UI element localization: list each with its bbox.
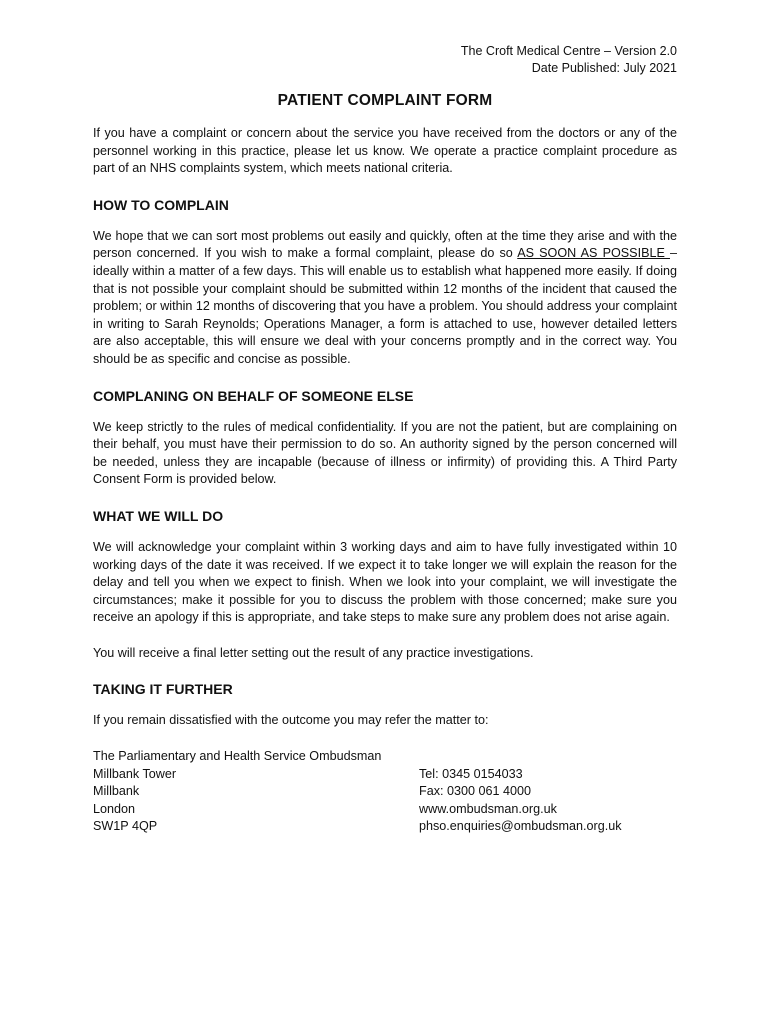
intro-paragraph: If you have a complaint or concern about the service you have received from the doctors or any of the personnel working in this practice, please let us know. We operate a practice complaint procedure as part of an NHS complaints system, which meets national criteria. [93, 126, 677, 176]
document-header [461, 43, 677, 77]
address-line: Millbank [93, 784, 140, 799]
as-soon-as-possible-emphasis: AS SOON AS POSSIBLE [517, 246, 670, 261]
fax-number: Fax: 0300 061 4000 [419, 784, 532, 799]
phone-number: Tel: 0345 0154033 [419, 766, 523, 781]
ombudsman-name: The Parliamentary and Health Service Ombudsman [93, 749, 382, 764]
address-line: London [93, 801, 136, 816]
website-link[interactable]: www.ombudsman.org.uk [419, 801, 557, 816]
heading-on-behalf: COMPLANING ON BEHALF OF SOMEONE ELSE [93, 387, 414, 404]
page-title: PATIENT COMPLAINT FORM [277, 92, 493, 109]
ombudsman-address-block [93, 748, 677, 836]
header-version: The Croft Medical Centre – Version 2.0 [460, 44, 677, 58]
postcode: SW1P 4QP [93, 819, 158, 834]
header-date: Date Published: July 2021 [531, 61, 677, 75]
what-we-will-do-paragraph: We will acknowledge your complaint within 3 working days and aim to have fully investigated within 10 working days of the date it was received. If we expect it to take longer we will explain the reason for the delay and tell you when we expect to finish. When we look into your complaint, we will investigate the circumstances; make it possible for you to discuss the problem with those concerned; make sure you receive an apology if this is appropriate, and take steps to make sure any problem does not arise again. [93, 539, 677, 625]
heading-taking-it-further: TAKING IT FURTHER [93, 681, 233, 698]
email-link[interactable]: phso.enquiries@ombudsman.org.uk [419, 819, 622, 834]
address-row [93, 801, 677, 819]
final-letter-paragraph: You will receive a final letter setting out the result of any practice investigations. [93, 645, 534, 660]
heading-how-to-complain: HOW TO COMPLAIN [93, 196, 229, 213]
address-row [93, 783, 677, 801]
taking-further-paragraph: If you remain dissatisfied with the outcome you may refer the matter to: [93, 713, 489, 728]
address-row [93, 818, 677, 836]
document-body [93, 92, 677, 836]
address-row [93, 766, 677, 784]
heading-what-we-will-do: WHAT WE WILL DO [93, 507, 224, 524]
on-behalf-paragraph: We keep strictly to the rules of medical confidentiality. If you are not the patient, but are complaining on their behalf, you must have their permission to do so. An authority signed by the person concerned will be needed, unless they are incapable (because of illness or infirmity) of providing this. A Third Party Consent Form is provided below. [93, 419, 677, 487]
how-text-start: We hope that we can sort most problems out easily and quickly, often at the time they arise and with the person concerned. If you wish to make a formal complaint, please do so [93, 228, 677, 261]
how-text-end: – ideally within a matter of a few days. This will enable us to establish what happened more easily. If doing that is not possible your complaint should be submitted within 12 months of the incident that caused the problem; or within 12 months of discovering that you have a problem. You should address your complaint in writing to Sarah Reynolds; Operations Manager, a form is attached to use, however detailed letters are also acceptable, this will ensure we deal with your concerns promptly and in the correct way. You should be as specific and concise as possible. [93, 246, 677, 366]
how-to-complain-paragraph [93, 228, 677, 369]
address-line: Millbank Tower [93, 766, 177, 781]
